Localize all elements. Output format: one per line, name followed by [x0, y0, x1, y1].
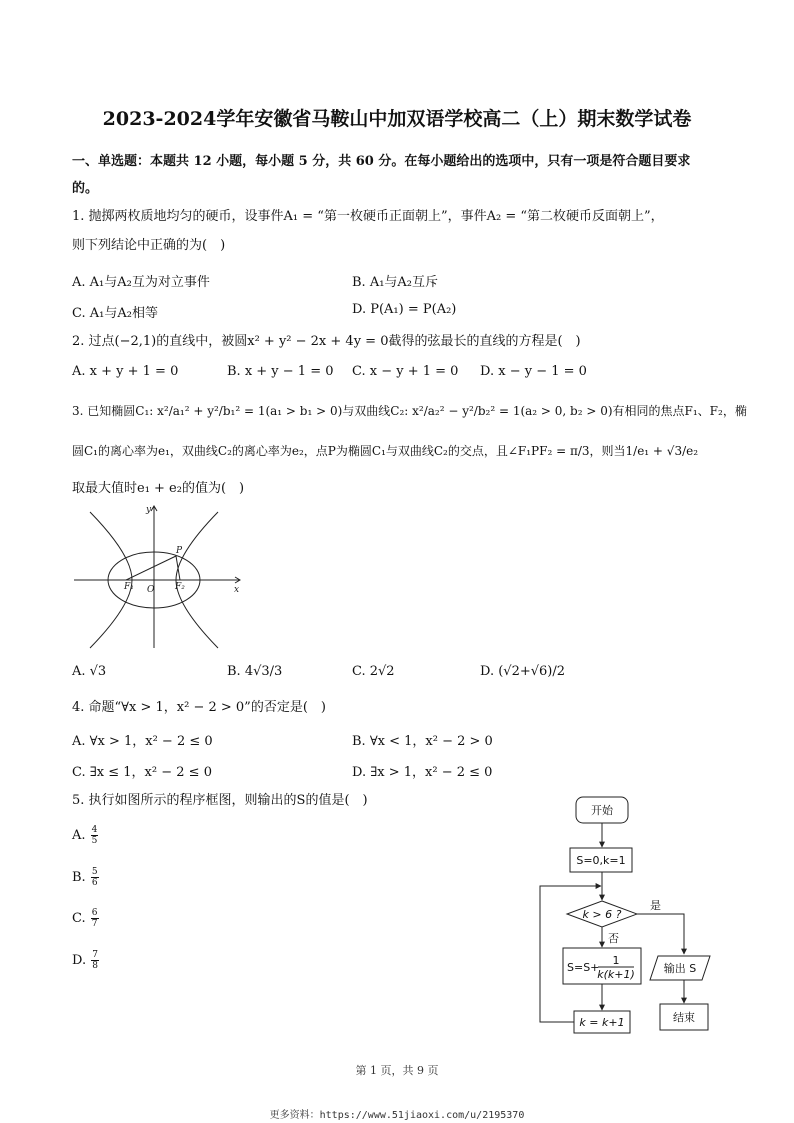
q2-option-d: D. x − y − 1 = 0 — [480, 364, 587, 379]
label-y: y — [146, 505, 152, 515]
flow-start-label: 开始 — [591, 804, 613, 817]
q3-option-d: D. (√2+√6)/2 — [480, 664, 566, 679]
page-footer: 第 1 页，共 9 页 — [355, 1064, 439, 1077]
q4-stem: 4. 命题“∀x > 1，x² − 2 > 0”的否定是( ) — [72, 700, 326, 715]
q5-option-d-letter: D. — [72, 953, 87, 968]
q3-stem-line2: 圆C₁的离心率为e₁，双曲线C₂的离心率为e₂，点P为椭圆C₁与双曲线C₂的交点，且∠F₁PF₂ = π/3，则当1/e₁ + √3/e₂ — [72, 444, 699, 458]
section-heading-line1: 一、单选题：本题共 12 小题，每小题 5 分，共 60 分。在每小题给出的选项中，只有一项是符合题目要求 — [72, 154, 691, 169]
flow-no-label: 否 — [608, 932, 619, 945]
q5-option-d-num: 7 — [92, 950, 98, 960]
q4-option-c: C. ∃x ≤ 1，x² − 2 ≤ 0 — [72, 765, 212, 780]
q2-option-c: C. x − y + 1 = 0 — [352, 364, 459, 379]
flow-arrow-yes — [637, 914, 684, 954]
q3-option-a: A. √3 — [72, 664, 107, 679]
q3-option-c: C. 2√2 — [352, 664, 395, 679]
flow-increment-label: k = k+1 — [579, 1016, 625, 1029]
q5-option-c-num: 6 — [91, 908, 98, 918]
q5-flowchart — [530, 790, 730, 1040]
q4-option-a: A. ∀x > 1，x² − 2 ≤ 0 — [72, 734, 213, 749]
label-p: P — [176, 546, 183, 556]
q1-option-c: C. A₁与A₂相等 — [72, 306, 158, 321]
q2-option-b: B. x + y − 1 = 0 — [227, 364, 334, 379]
q2-stem: 2. 过点(−2,1)的直线中，被圆x² + y² − 2x + 4y = 0截得的弦最长的直线的方程是( ) — [72, 334, 581, 349]
q2-option-a: A. x + y + 1 = 0 — [72, 364, 179, 379]
more-resources-link[interactable]: 更多资料：https://www.51jiaoxi.com/u/2195370 — [269, 1110, 525, 1121]
flow-yes-label: 是 — [650, 899, 661, 912]
label-o: O — [147, 585, 155, 595]
q5-option-b-letter: B. — [72, 870, 86, 885]
flow-init-label: S=0,k=1 — [576, 854, 626, 867]
q3-stem-line3: 取最大值时e₁ + e₂的值为( ) — [72, 481, 245, 496]
label-x: x — [234, 585, 240, 595]
q1-stem-line2: 则下列结论中正确的为( ) — [72, 238, 226, 253]
q4-option-d: D. ∃x > 1，x² − 2 ≤ 0 — [352, 765, 493, 780]
q5-option-b — [72, 867, 100, 888]
q3-stem-line1: 3. 已知椭圆C₁: x²/a₁² + y²/b₁² = 1(a₁ > b₁ > 0)与双曲线C₂: x²/a₂² − y²/b₂² = 1(a₂ > 0, b₂ > 0)有相同的焦点F₁、F₂，椭 — [72, 404, 747, 418]
flow-loop-back — [540, 886, 601, 1022]
flow-end-label: 结束 — [673, 1011, 695, 1024]
section-heading-line2: 的。 — [72, 181, 99, 196]
q5-option-c-letter: C. — [72, 911, 86, 926]
q5-option-a — [72, 825, 99, 846]
q5-option-a-den: 5 — [91, 836, 98, 846]
q5-option-a-letter: A. — [72, 828, 86, 843]
q1-option-a: A. A₁与A₂互为对立事件 — [72, 275, 210, 290]
q5-stem: 5. 执行如图所示的程序框图，则输出的S的值是( ) — [72, 793, 368, 808]
q1-stem-line1: 1. 抛掷两枚质地均匀的硬币，设事件A₁ = “第一枚硬币正面朝上”，事件A₂ = “第二枚硬币反面朝上”， — [72, 209, 664, 224]
page-title: 2023-2024学年安徽省马鞍山中加双语学校高二（上）期末数学试卷 — [102, 108, 692, 130]
q5-option-d-den: 8 — [92, 961, 98, 971]
q5-option-c-den: 7 — [91, 919, 98, 929]
q3-ellipse-hyperbola-figure — [72, 500, 248, 650]
q5-option-a-num: 4 — [91, 825, 98, 835]
line-f1-p — [126, 556, 176, 580]
flow-output-label: 输出 S — [663, 962, 697, 975]
q1-option-d: D. P(A₁) = P(A₂) — [352, 302, 457, 317]
label-f2: F₂ — [175, 582, 185, 592]
flow-cond-label: k > 6 ? — [582, 908, 622, 921]
q5-option-c — [72, 908, 100, 929]
flow-update-den: k(k+1) — [597, 968, 635, 981]
q5-option-b-num: 5 — [91, 867, 98, 877]
label-f1: F₁ — [124, 582, 134, 592]
q3-option-b: B. 4√3/3 — [227, 664, 283, 679]
q5-option-b-den: 6 — [91, 878, 98, 888]
flow-update-prefix: S=S+ — [567, 961, 600, 974]
q1-option-b: B. A₁与A₂互斥 — [352, 275, 439, 290]
q5-option-d — [72, 950, 100, 971]
q4-option-b: B. ∀x < 1，x² − 2 > 0 — [352, 734, 493, 749]
flow-update-num: 1 — [612, 954, 620, 967]
